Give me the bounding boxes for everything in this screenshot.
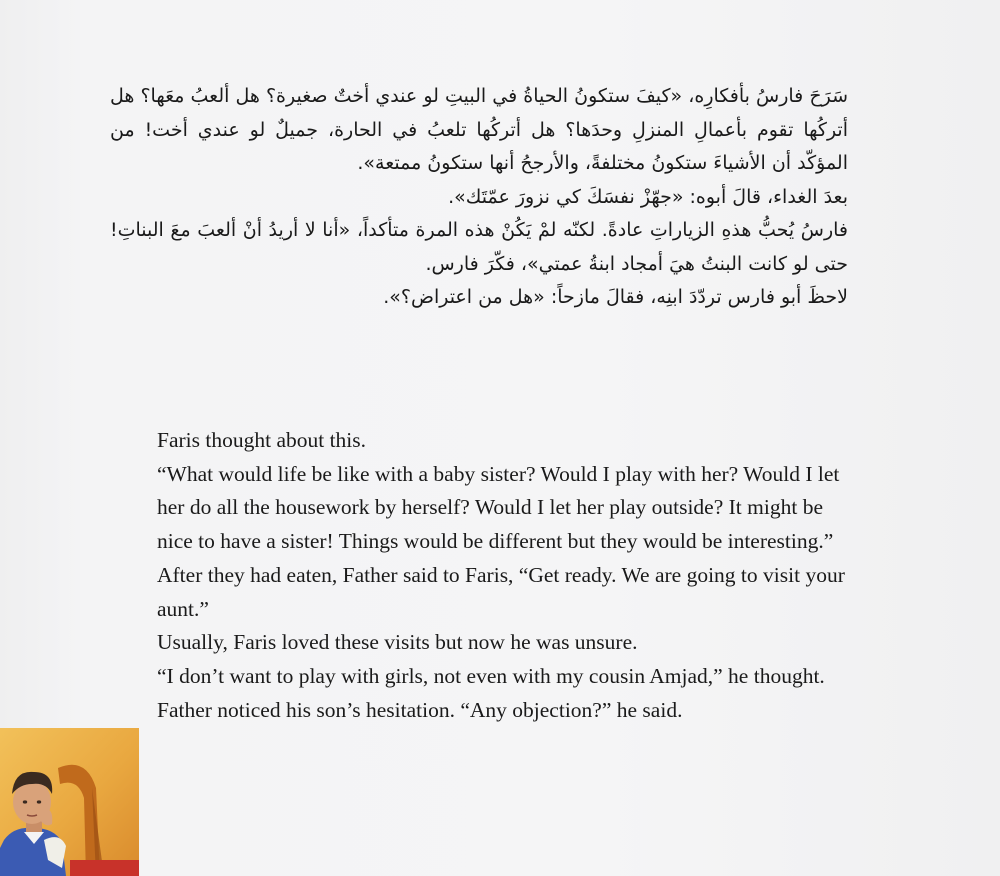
arabic-paragraph: لاحظَ أبو فارس تردّدَ ابنِه، فقالَ مازحاً: «هل من اعتراض؟».	[383, 286, 848, 308]
boy-illustration	[0, 728, 139, 876]
floor-red	[70, 860, 139, 876]
arabic-paragraph: بعدَ الغداء، قالَ أبوه: «جهّزْ نفسَكَ كي نزورَ عمّتَك».	[448, 185, 848, 208]
arabic-paragraph: فارسُ يُحبُّ هذهِ الزياراتِ عادةً. لكنّه لمْ يَكُنْ هذه المرة متأكداً، «أنا لا أريدُ أنْ ألعبَ معَ البناتِ! حتى لو كانت البنتُ هيَ أمجاد ابنةُ عمتي»، فكّرَ فارس.	[110, 219, 848, 275]
eye	[37, 800, 41, 803]
english-paragraph: “I don’t want to play with girls, not even with my cousin Amjad,” he thought.	[157, 663, 825, 688]
arabic-paragraph: سَرَحَ فارسُ بأفكارِه، «كيفَ ستكونُ الحياةُ في البيتِ لو عندي أختٌ صغيرة؟ هل ألعبُ معَها؟ هل أتركُها تقوم بأعمالِ المنزلِ وحدَها؟ هل أتركُها تلعبُ في الحارة، جميلٌ لو عندي أخت! من المؤكّد أن الأشياءَ ستكونُ مختلفةً، والأرجحُ أنها ستكونُ ممتعة».	[110, 85, 848, 174]
arabic-text	[110, 80, 848, 315]
english-paragraph: Usually, Faris loved these visits but now he was unsure.	[157, 630, 638, 655]
english-paragraph: Father noticed his son’s hesitation. “Any objection?” he said.	[157, 697, 683, 722]
english-paragraph: “What would life be like with a baby sister? Would I play with her? Would I let her do all the housework by herself? Would I let her play outside? It might be nice to have a sister! Things would be different but they would be interesting.”	[157, 461, 840, 554]
english-paragraph: Faris thought about this.	[157, 428, 367, 452]
english-text	[157, 424, 857, 727]
english-paragraph: After they had eaten, Father said to Faris, “Get ready. We are going to visit your aunt.”	[157, 562, 845, 621]
eye	[23, 800, 27, 803]
